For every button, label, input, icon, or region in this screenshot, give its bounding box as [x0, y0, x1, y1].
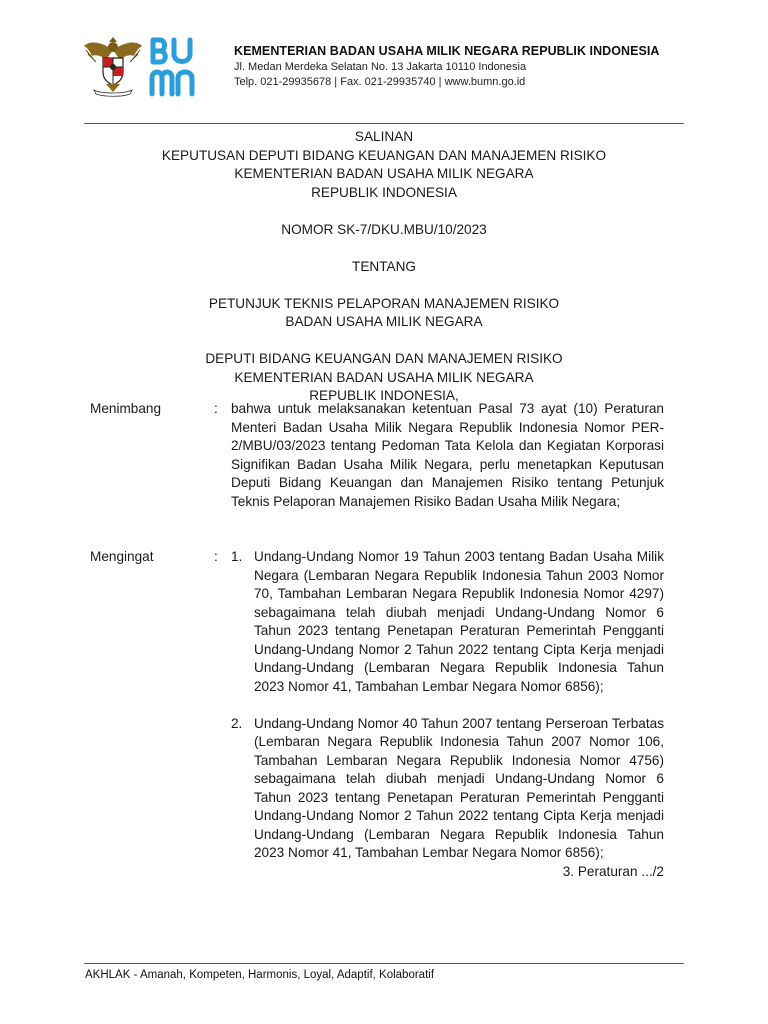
- decree-title-line-2: KEMENTERIAN BADAN USAHA MILIK NEGARA: [234, 166, 534, 181]
- subject-line-2: BADAN USAHA MILIK NEGARA: [285, 314, 483, 329]
- org-address: Jl. Medan Merdeka Selatan No. 13 Jakarta 10110 Indonesia: [234, 61, 527, 73]
- list-item: [231, 715, 664, 863]
- list-item-number: 2.: [231, 715, 243, 731]
- issuer-line-2: KEMENTERIAN BADAN USAHA MILIK NEGARA: [234, 369, 534, 385]
- continuation-note: 3. Peraturan .../2: [562, 863, 664, 879]
- menimbang-label: Menimbang: [90, 401, 162, 416]
- org-info: [234, 44, 674, 88]
- decree-title-line-1: KEPUTUSAN DEPUTI BIDANG KEUANGAN DAN MANAJEMEN RISIKO: [161, 147, 607, 163]
- document-title-block: [84, 128, 684, 406]
- decree-number: NOMOR SK-7/DKU.MBU/10/2023: [281, 221, 487, 237]
- org-name: KEMENTERIAN BADAN USAHA MILIK NEGARA REPUBLIK INDONESIA: [234, 44, 660, 58]
- mengingat-label: Mengingat: [90, 549, 154, 564]
- menimbang-colon: :: [214, 401, 218, 416]
- issuer-line-3: REPUBLIK INDONESIA,: [309, 388, 459, 403]
- header-divider: [84, 123, 684, 124]
- list-item-text: Undang-Undang Nomor 19 Tahun 2003 tentang Badan Usaha Milik Negara (Lembaran Negara Republik Indonesia Tahun 2003 Nomor 70, Tambahan Lembaran Negara Republik Indonesia Nomor 4297) sebagaimana telah diubah menjadi Undang-Undang Nomor 6 Tahun 2023 tentang Penetapan Peraturan Pemerintah Pengganti Undang-Undang Nomor 2 Tahun 2022 tentang Cipta Kerja menjadi Undang-Undang (Lembaran Negara Republik Indonesia Tahun 2023 Nomor 41, Tambahan Lembar Negara Nomor 6856);: [254, 549, 664, 694]
- menimbang-section: [90, 400, 664, 540]
- subject-line-1: PETUNJUK TEKNIS PELAPORAN MANAJEMEN RISIKO: [208, 295, 560, 311]
- mengingat-section: [90, 548, 664, 908]
- bumn-logo-icon: [148, 36, 196, 98]
- list-item-number: 1.: [231, 549, 243, 564]
- list-item-text: Undang-Undang Nomor 40 Tahun 2007 tentang Perseroan Terbatas (Lembaran Negara Republik Indonesia Tahun 2007 Nomor 106, Tambahan Lembaran Negara Republik Indonesia Nomor 4756) sebagaimana telah diubah menjadi Undang-Undang Nomor 6 Tahun 2023 tentang Penetapan Peraturan Pemerintah Pengganti Undang-Undang Nomor 2 Tahun 2022 tentang Cipta Kerja menjadi Undang-Undang (Lembaran Negara Republik Indonesia Tahun 2023 Nomor 41, Tambahan Lembar Negara Nomor 6856);: [254, 715, 664, 860]
- footer-divider: [84, 963, 684, 964]
- letterhead: [82, 30, 688, 108]
- tentang-label: TENTANG: [352, 258, 416, 274]
- menimbang-text: bahwa untuk melaksanakan ketentuan Pasal 73 ayat (10) Peraturan Menteri Badan Usaha Milik Negara Republik Indonesia Nomor PER-2/MBU/03/2023 tentang Pedoman Tata Kelola dan Kegiatan Korporasi Signifikan Badan Usaha Milik Negara, perlu menetapkan Keputusan Deputi Bidang Keuangan dan Manajemen Risiko tentang Petunjuk Teknis Pelaporan Manajemen Risiko Badan Usaha Milik Negara;: [231, 401, 664, 509]
- decree-title-line-3: REPUBLIK INDONESIA: [311, 184, 457, 200]
- footer-values: AKHLAK - Amanah, Kompeten, Harmonis, Loyal, Adaptif, Kolaboratif: [85, 969, 435, 981]
- mengingat-colon: :: [214, 549, 218, 564]
- garuda-emblem-icon: [82, 36, 144, 98]
- list-item: [231, 548, 664, 696]
- issuer-line-1: DEPUTI BIDANG KEUANGAN DAN MANAJEMEN RISIKO: [205, 351, 563, 366]
- org-contact: Telp. 021-29935678 | Fax. 021-29935740 | www.bumn.go.id: [234, 76, 526, 88]
- salinan-label: SALINAN: [354, 129, 414, 144]
- mengingat-list: [231, 548, 664, 881]
